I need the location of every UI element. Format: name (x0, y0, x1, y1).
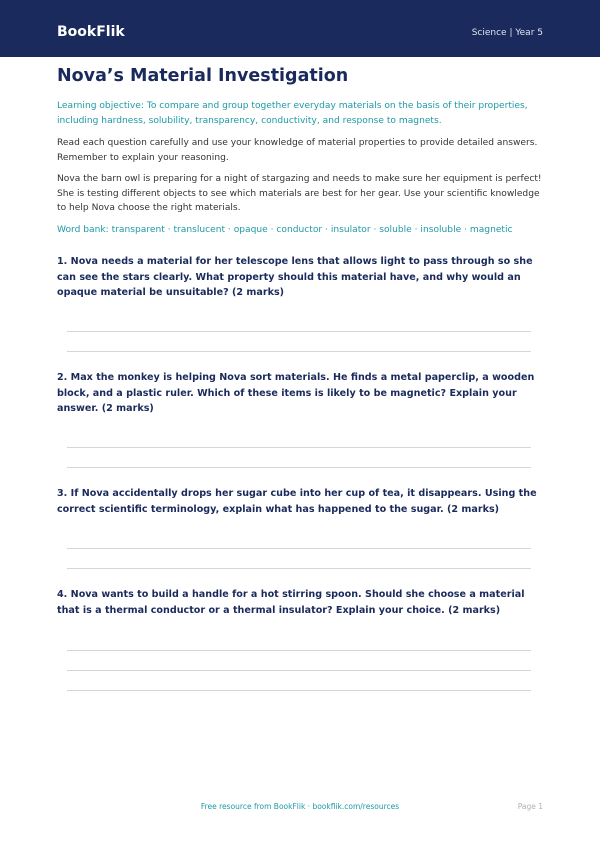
answer-line (67, 650, 531, 651)
answer-line (67, 548, 531, 549)
footer-resource-link[interactable]: Free resource from BookFlik · bookflik.com/resources (200, 802, 400, 811)
page-number: Page 1 (517, 802, 543, 811)
learning-objective: Learning objective: To compare and group together everyday materials on the basis of their properties, including hardness, solubility, transparency, conductivity, and response to magnets. (57, 101, 528, 126)
worksheet-title: Nova’s Material Investigation (57, 66, 349, 86)
story-paragraph: Nova the barn owl is preparing for a night of stargazing and needs to make sure her equipment is perfect! She is testing different objects to see which materials are best for her gear. Use your scientific knowledge to help Nova choose the right materials. (57, 174, 542, 213)
answer-line (67, 670, 531, 671)
subject-year-label: Science | Year 5 (471, 28, 543, 38)
answer-line (67, 331, 531, 332)
question-2: 2. Max the monkey is helping Nova sort materials. He finds a metal paperclip, a wooden block, and a plastic ruler. Which of these items is likely to be magnetic? Explain your answer. (2 marks) (57, 372, 535, 414)
answer-line (67, 467, 531, 468)
answer-line (67, 690, 531, 691)
instructions: Read each question carefully and use your knowledge of material properties to provide detailed answers. Remember to explain your reasoning. (57, 138, 538, 163)
answer-line (67, 568, 531, 569)
question-4: 4. Nova wants to build a handle for a hot stirring spoon. Should she choose a material that is a thermal conductor or a thermal insulator? Explain your choice. (2 marks) (57, 589, 525, 616)
brand-logo[interactable]: BookFlik (57, 24, 125, 40)
answer-line (67, 447, 531, 448)
word-bank: Word bank: transparent · translucent · opaque · conductor · insulator · soluble · insoluble · magnetic (57, 225, 513, 235)
answer-line (67, 351, 531, 352)
question-3: 3. If Nova accidentally drops her sugar cube into her cup of tea, it disappears. Using the correct scientific terminology, explain what has happened to the sugar. (2 marks) (57, 488, 537, 515)
header-bar (0, 0, 600, 57)
question-1: 1. Nova needs a material for her telescope lens that allows light to pass through so she can see the stars clearly. What property should this material have, and why would an opaque material be unsuitable? (2 marks) (57, 256, 533, 298)
